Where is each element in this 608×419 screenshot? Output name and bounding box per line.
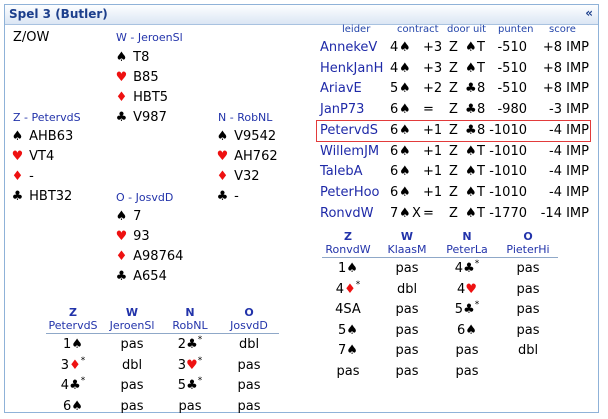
cell-punten: -1010	[489, 184, 527, 200]
cell-score: +8 IMP	[542, 40, 589, 55]
cell-lead_card: T	[477, 143, 485, 159]
cell-lvl: 6	[390, 122, 399, 138]
player-link[interactable]: HenkJanH	[320, 60, 384, 76]
bid-cell: pas	[395, 322, 419, 338]
col-header-contract: contract	[397, 24, 439, 35]
cell-door: Z	[449, 184, 458, 200]
dealer-vulnerability: Z/OW	[13, 30, 50, 45]
bid-cell: 3♥*	[177, 355, 203, 373]
panel-title: Spel 3 (Butler)	[9, 7, 108, 21]
cell-punten: -1010	[489, 122, 527, 138]
bid-cell: 4♣*	[454, 259, 480, 276]
diamond-icon: ♦	[115, 249, 128, 264]
spade-icon: ♠	[11, 129, 24, 144]
bid-header-divider	[46, 333, 279, 334]
bid-direction-header: N	[185, 306, 195, 319]
suit-icon: ♣	[465, 102, 477, 118]
spade-icon: ♠	[115, 209, 128, 224]
bid-cell: pas	[120, 337, 144, 352]
bid-player-name: RobNL	[172, 319, 208, 332]
west-spades: ♠ T8	[114, 48, 149, 68]
suit-icon: ♠	[465, 164, 477, 180]
bid-cell: pas	[237, 357, 261, 373]
bid-cell: pas	[120, 398, 144, 414]
cell-score: -4 IMP	[549, 143, 589, 159]
table-row[interactable]	[317, 183, 590, 203]
bid-cell: 3♦*	[60, 355, 86, 373]
cell-res: +3	[423, 60, 443, 76]
suit-icon: ♠	[465, 143, 477, 159]
south-hearts: ♥ VT4	[10, 147, 54, 167]
cell-punten: -1770	[489, 205, 527, 221]
bid-cell: 7♠	[338, 343, 358, 358]
bid-cell: dbl	[238, 337, 260, 352]
cell-lvl: 6	[390, 164, 399, 180]
suit-icon: ♠	[399, 60, 411, 76]
diamond-icon: ♦	[11, 169, 24, 184]
cell-score: -14 IMP	[540, 205, 589, 221]
south-player-label: Z - PetervdS	[13, 111, 81, 124]
bid-cell: pas	[516, 261, 540, 276]
bid-cell: 1♠	[338, 261, 358, 276]
bid-cell: pas	[336, 363, 360, 379]
double-chevron-up-icon[interactable]: «	[585, 6, 593, 20]
heart-icon: ♥	[115, 70, 128, 85]
suit-icon: ♠	[399, 40, 411, 55]
bid-direction-header: Z	[344, 230, 352, 243]
bid-player-name: PeterLa	[446, 243, 488, 256]
cell-punten: -980	[497, 102, 527, 118]
diamond-icon: ♦	[216, 169, 229, 184]
cell-score: -4 IMP	[549, 122, 589, 138]
bid-cell: pas	[455, 363, 479, 379]
east-spades: ♠ 7	[114, 207, 141, 227]
bid-cell: 1♠	[63, 337, 83, 352]
player-link[interactable]: AnnekeV	[320, 40, 378, 55]
bid-player-name: PieterHi	[506, 243, 550, 256]
cell-lvl: 4	[390, 40, 399, 55]
bid-cell: pas	[120, 378, 144, 393]
suit-icon: ♠	[399, 102, 411, 118]
cell-lead_card: 8	[477, 102, 486, 118]
cell-lvl: 5	[390, 81, 399, 97]
bid-direction-header: W	[400, 230, 414, 243]
east-diamonds: ♦ A98764	[114, 247, 183, 267]
bid-cell: 6♠	[63, 398, 83, 414]
bid-cell: pas	[516, 322, 540, 338]
player-link[interactable]: PeterHoo	[320, 184, 380, 200]
cell-lvl: 4	[390, 60, 399, 76]
cell-door: Z	[449, 40, 458, 55]
cell-lvl: 6	[390, 143, 399, 159]
bid-header-divider	[322, 257, 558, 258]
heart-icon: ♥	[11, 149, 24, 164]
cell-punten: -510	[497, 60, 527, 76]
table-row[interactable]	[317, 121, 590, 141]
cell-score: -4 IMP	[549, 164, 589, 180]
cell-score: +8 IMP	[542, 60, 589, 76]
cell-punten: -510	[497, 81, 527, 97]
bid-cell: pas	[395, 343, 419, 358]
bid-direction-header: W	[125, 306, 139, 319]
suit-icon: ♠	[399, 164, 411, 180]
spade-icon: ♠	[115, 50, 128, 65]
bid-player-name: PetervdS	[48, 319, 98, 332]
cell-lead_card: T	[477, 164, 485, 180]
east-hearts: ♥ 93	[114, 227, 150, 247]
bid-cell: pas	[395, 261, 419, 276]
table-row[interactable]	[317, 100, 590, 120]
cell-door: Z	[449, 205, 458, 221]
bid-cell: 4♦*	[335, 279, 361, 297]
west-diamonds: ♦ HBT5	[114, 88, 168, 108]
cell-lvl: 6	[390, 184, 399, 200]
bid-cell: dbl	[121, 357, 143, 373]
table-row[interactable]	[317, 38, 590, 58]
cell-res: +1	[423, 143, 443, 159]
cell-res: +2	[423, 81, 443, 97]
north-clubs: ♣ -	[215, 187, 239, 207]
cell-res: +1	[423, 164, 443, 180]
bid-cell: dbl	[517, 343, 539, 358]
bid-cell: pas	[455, 343, 479, 358]
bid-cell: pas	[395, 363, 419, 379]
club-icon: ♣	[115, 269, 128, 284]
cell-door: Z	[449, 143, 458, 159]
bid-cell: 2♣*	[177, 335, 203, 352]
suit-icon: ♠	[465, 184, 477, 200]
panel-header	[5, 5, 598, 25]
col-header-punten: punten	[498, 24, 534, 35]
bid-cell: 5♣*	[454, 300, 480, 317]
table-row[interactable]	[317, 204, 590, 224]
heart-icon: ♥	[216, 149, 229, 164]
bid-cell: 6♠	[457, 322, 477, 338]
bid-direction-header: O	[523, 230, 533, 243]
table-row[interactable]	[317, 142, 590, 162]
bid-cell: pas	[516, 302, 540, 317]
suit-icon: ♠	[399, 205, 411, 221]
cell-lvl: 7	[390, 205, 399, 221]
diamond-icon: ♦	[115, 90, 128, 105]
cell-lead_card: T	[477, 40, 485, 55]
suit-icon: ♠	[399, 143, 411, 159]
bid-player-name: JeroenSl	[109, 319, 155, 332]
east-player-label: O - JosvdD	[116, 191, 174, 204]
bid-cell: 4SA	[335, 302, 361, 317]
cell-punten: -510	[497, 40, 527, 55]
cell-score: -4 IMP	[549, 184, 589, 200]
cell-lead_card: T	[477, 60, 485, 76]
bid-cell: pas	[237, 378, 261, 393]
bid-player-name: KlaasM	[387, 243, 427, 256]
west-hearts: ♥ B85	[114, 68, 159, 88]
table-row[interactable]	[317, 59, 590, 79]
cell-lead_card: T	[477, 184, 485, 200]
east-clubs: ♣ A654	[114, 267, 167, 287]
cell-res: +1	[423, 122, 443, 138]
west-player-label: W - JeroenSl	[116, 31, 183, 44]
west-clubs: ♣ V987	[114, 108, 167, 128]
col-header-uit: uit	[473, 24, 487, 35]
player-link[interactable]: RonvdW	[320, 205, 374, 221]
south-clubs: ♣ HBT32	[10, 187, 72, 207]
bid-cell: pas	[237, 398, 261, 414]
spade-icon: ♠	[216, 129, 229, 144]
cell-res: +3	[423, 40, 443, 55]
player-link[interactable]: PetervdS	[320, 122, 379, 138]
cell-door: Z	[449, 81, 458, 97]
bid-cell: 5♠	[338, 322, 358, 338]
cell-score: -3 IMP	[549, 102, 589, 118]
heart-icon: ♥	[115, 229, 128, 244]
col-header-leider: leider	[342, 24, 371, 35]
bid-player-name: JosvdD	[230, 319, 268, 332]
bid-cell: dbl	[396, 281, 418, 297]
cell-lead_card: 8	[477, 81, 486, 97]
cell-score: +8 IMP	[542, 81, 589, 97]
cell-door: Z	[449, 122, 458, 138]
table-row[interactable]	[317, 162, 590, 182]
col-header-score: score	[549, 24, 576, 35]
suit-icon: ♠	[465, 40, 477, 55]
cell-lvl: 6	[390, 102, 399, 118]
cell-door: Z	[449, 102, 458, 118]
club-icon: ♣	[11, 189, 24, 204]
player-link[interactable]: WillemJM	[320, 143, 380, 159]
cell-dbl: X	[412, 205, 421, 221]
cell-punten: -1010	[489, 143, 527, 159]
table-row[interactable]	[317, 79, 590, 99]
north-spades: ♠ V9542	[215, 127, 276, 147]
cell-door: Z	[449, 164, 458, 180]
suit-icon: ♠	[465, 60, 477, 76]
col-header-door: door	[447, 24, 470, 35]
club-icon: ♣	[216, 189, 229, 204]
suit-icon: ♠	[399, 184, 411, 200]
suit-icon: ♠	[399, 122, 411, 138]
cell-punten: -1010	[489, 164, 527, 180]
bid-cell: 5♣*	[177, 376, 203, 393]
club-icon: ♣	[115, 110, 128, 125]
suit-icon: ♠	[465, 205, 477, 221]
suit-icon: ♠	[399, 81, 411, 97]
player-link[interactable]: TalebA	[320, 164, 363, 180]
cell-lead_card: 8	[477, 122, 486, 138]
cell-res: +1	[423, 184, 443, 200]
north-player-label: N - RobNL	[218, 111, 273, 124]
cell-door: Z	[449, 60, 458, 76]
cell-lead_card: T	[477, 205, 485, 221]
bid-cell: pas	[516, 281, 540, 297]
south-spades: ♠ AHB63	[10, 127, 73, 147]
bid-direction-header: Z	[69, 306, 77, 319]
north-diamonds: ♦ V32	[215, 167, 260, 187]
suit-icon: ♣	[465, 122, 477, 138]
bid-cell: 4♣*	[60, 376, 86, 393]
player-link[interactable]: AriavE	[320, 81, 362, 97]
bid-direction-header: N	[462, 230, 472, 243]
bid-cell: pas	[395, 302, 419, 317]
south-diamonds: ♦ -	[10, 167, 34, 187]
cell-res: =	[423, 102, 434, 118]
cell-res: =	[423, 205, 434, 221]
player-link[interactable]: JanP73	[320, 102, 365, 118]
north-hearts: ♥ AH762	[215, 147, 278, 167]
bid-player-name: RonvdW	[325, 243, 371, 256]
bid-cell: pas	[178, 398, 202, 414]
bid-cell: 4♥	[457, 281, 477, 297]
suit-icon: ♣	[465, 81, 477, 97]
bid-direction-header: O	[244, 306, 254, 319]
